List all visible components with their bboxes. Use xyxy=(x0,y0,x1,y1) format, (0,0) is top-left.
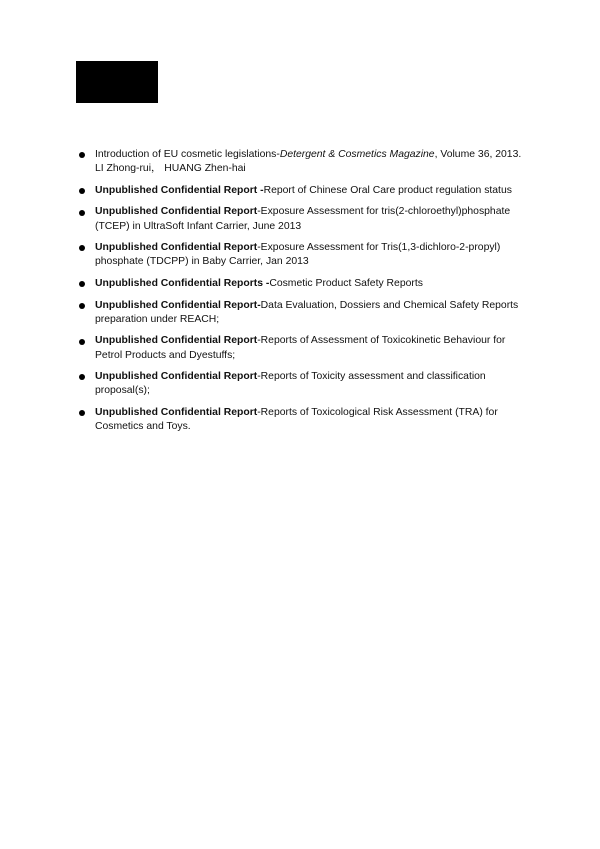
report-label: Unpublished Confidential Reports - xyxy=(95,277,270,289)
bullet-icon xyxy=(79,339,85,345)
item-text: -Reports of Toxicity assessment and classification proposal(s); xyxy=(95,371,486,397)
report-label: Unpublished Confidential Report xyxy=(95,406,258,418)
item-text: -Reports of Assessment of Toxicokinetic Behaviour for Petrol Products and Dyestuffs; xyxy=(95,335,506,361)
bullet-icon xyxy=(79,303,85,309)
list-item xyxy=(78,148,528,176)
report-label: Unpublished Confidential Report xyxy=(95,335,258,347)
bullet-icon xyxy=(79,245,85,251)
report-label: Unpublished Confidential Report- xyxy=(95,299,261,311)
item-text: -Reports of Toxicological Risk Assessment (TRA) for Cosmetics and Toys. xyxy=(95,406,498,433)
magazine-title: Detergent & Cosmetics Magazine xyxy=(279,149,435,160)
item-text: Cosmetic Product Safety Reports xyxy=(269,277,423,289)
list-item xyxy=(78,277,528,291)
bullet-icon xyxy=(79,374,85,380)
report-label: Unpublished Confidential Report - xyxy=(95,184,264,196)
report-label: Unpublished Confidential Report xyxy=(95,206,258,218)
list-item xyxy=(78,184,528,198)
bullet-icon xyxy=(79,210,85,216)
item-text: -Exposure Assessment for tris(2-chloroethyl)phosphate (TCEP) in UltraSoft Infant Carrier, June 2013 xyxy=(95,206,511,232)
report-label: Unpublished Confidential Report xyxy=(95,242,258,254)
list-item xyxy=(78,205,528,233)
item-text: Introduction of EU cosmetic legislations- xyxy=(95,149,280,160)
item-text: -Exposure Assessment for Tris(1,3-dichloro-2-propyl) phosphate (TDCPP) in Baby Carrier, Jan 2013 xyxy=(95,242,501,268)
redaction-box xyxy=(76,61,158,103)
bullet-icon xyxy=(79,281,85,287)
item-text: , Volume 36, 2013. LI Zhong-rui， HUANG Zhen-hai xyxy=(95,149,522,175)
report-label: Unpublished Confidential Report xyxy=(95,371,258,383)
item-text: Report of Chinese Oral Care product regulation status xyxy=(263,184,512,196)
list-item xyxy=(78,299,528,327)
list-item xyxy=(78,370,528,398)
bullet-icon xyxy=(79,410,85,416)
list-item xyxy=(78,406,528,434)
publication-list xyxy=(78,148,528,442)
bullet-icon xyxy=(79,188,85,194)
bullet-icon xyxy=(79,152,85,158)
list-item xyxy=(78,241,528,269)
item-text: Data Evaluation, Dossiers and Chemical Safety Reports preparation under REACH; xyxy=(95,299,519,325)
list-item xyxy=(78,334,528,362)
